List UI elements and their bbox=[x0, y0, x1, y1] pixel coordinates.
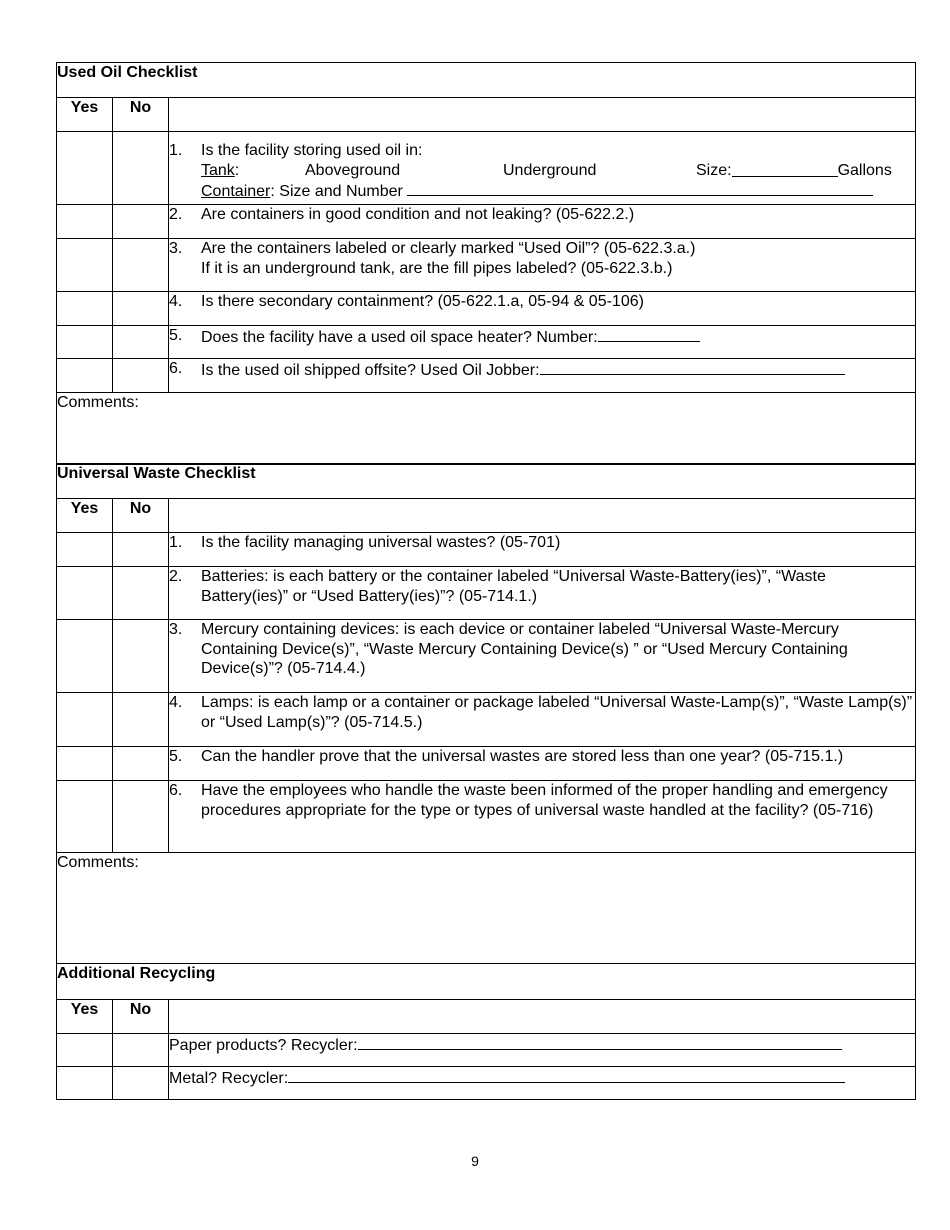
container-size-number-field[interactable] bbox=[407, 180, 873, 196]
question-text: Mercury containing devices: is each device or container labeled “Universal Waste-Mercury Containing Device(s)”, “Waste Mercury Containing Device(s) ” or “Used Mercury Containing Device(s)”? (05-714.4.) bbox=[201, 621, 848, 677]
question-text: Is there secondary containment? (05-622.1.a, 05-94 & 05-106) bbox=[201, 293, 644, 310]
yes-checkbox-cell[interactable] bbox=[57, 359, 113, 393]
used-oil-q3-row bbox=[57, 239, 916, 292]
question-text: Lamps: is each lamp or a container or package labeled “Universal Waste-Lamp(s)”, “Waste Lamp(s)” or “Used Lamp(s)”? (05-714.5.) bbox=[201, 694, 913, 731]
no-column-header: No bbox=[113, 1000, 169, 1034]
used-oil-checklist bbox=[56, 62, 916, 465]
paper-recycler-label: Paper products? Recycler: bbox=[169, 1037, 358, 1054]
comments-label: Comments: bbox=[57, 854, 139, 871]
question-number: 4. bbox=[169, 293, 183, 310]
universal-comments[interactable] bbox=[57, 853, 916, 964]
yes-checkbox-cell[interactable] bbox=[57, 747, 113, 781]
question-number: 3. bbox=[169, 240, 183, 257]
used-oil-title: Used Oil Checklist bbox=[57, 63, 916, 98]
no-checkbox-cell[interactable] bbox=[113, 1067, 169, 1100]
question-text: If it is an underground tank, are the fill pipes labeled? (05-622.3.b.) bbox=[201, 259, 673, 277]
size-field[interactable] bbox=[732, 161, 838, 177]
question-text: Are the containers labeled or clearly marked “Used Oil”? (05-622.3.a.) bbox=[201, 240, 696, 257]
universal-q6-row bbox=[57, 781, 916, 853]
no-checkbox-cell[interactable] bbox=[113, 567, 169, 620]
metal-recycler-label: Metal? Recycler: bbox=[169, 1070, 289, 1087]
universal-q2-row bbox=[57, 567, 916, 620]
question-text: Have the employees who handle the waste been informed of the proper handling and emergency procedures appropriate for the type or types of universal waste handled at the facility? (05-716) bbox=[201, 782, 888, 819]
tank-label: Tank bbox=[201, 161, 235, 179]
yes-column-header: Yes bbox=[57, 1000, 113, 1034]
question-number: 5. bbox=[169, 748, 183, 765]
question-number: 4. bbox=[169, 694, 183, 711]
universal-q5-row bbox=[57, 747, 916, 781]
metal-recycling-row bbox=[57, 1067, 916, 1100]
question-text: Are containers in good condition and not leaking? (05-622.2.) bbox=[201, 206, 635, 223]
yes-column-header: Yes bbox=[57, 98, 113, 132]
used-oil-q6-row bbox=[57, 359, 916, 393]
no-checkbox-cell[interactable] bbox=[113, 239, 169, 292]
heater-number-field[interactable] bbox=[598, 326, 700, 342]
question-number: 2. bbox=[169, 568, 183, 585]
universal-waste-title: Universal Waste Checklist bbox=[57, 464, 916, 499]
question-text: Does the facility have a used oil space heater? Number: bbox=[201, 329, 598, 346]
comments-label: Comments: bbox=[57, 394, 139, 411]
no-checkbox-cell[interactable] bbox=[113, 326, 169, 359]
additional-recycling bbox=[56, 963, 916, 1100]
yes-checkbox-cell[interactable] bbox=[57, 533, 113, 567]
question-text: Can the handler prove that the universal wastes are stored less than one year? (05-715.1.) bbox=[201, 748, 844, 765]
universal-q1-row bbox=[57, 533, 916, 567]
yes-checkbox-cell[interactable] bbox=[57, 292, 113, 326]
yes-checkbox-cell[interactable] bbox=[57, 239, 113, 292]
used-oil-comments[interactable] bbox=[57, 393, 916, 465]
yes-checkbox-cell[interactable] bbox=[57, 1067, 113, 1100]
universal-waste-checklist bbox=[56, 463, 916, 964]
no-checkbox-cell[interactable] bbox=[113, 693, 169, 747]
question-number: 6. bbox=[169, 360, 183, 377]
yes-checkbox-cell[interactable] bbox=[57, 1034, 113, 1067]
no-checkbox-cell[interactable] bbox=[113, 747, 169, 781]
no-column-header: No bbox=[113, 98, 169, 132]
used-oil-q4-row bbox=[57, 292, 916, 326]
yes-checkbox-cell[interactable] bbox=[57, 205, 113, 239]
aboveground-option: Aboveground bbox=[305, 161, 401, 179]
yes-checkbox-cell[interactable] bbox=[57, 132, 113, 205]
no-checkbox-cell[interactable] bbox=[113, 205, 169, 239]
page-number: 9 bbox=[471, 1153, 479, 1169]
no-checkbox-cell[interactable] bbox=[113, 620, 169, 693]
used-oil-q5-row bbox=[57, 326, 916, 359]
no-checkbox-cell[interactable] bbox=[113, 533, 169, 567]
gallons-label: Gallons bbox=[837, 161, 892, 179]
yes-checkbox-cell[interactable] bbox=[57, 326, 113, 359]
question-number: 5. bbox=[169, 327, 183, 344]
container-size-label: : Size and Number bbox=[270, 183, 403, 200]
container-label: Container bbox=[201, 183, 271, 200]
no-checkbox-cell[interactable] bbox=[113, 132, 169, 205]
yes-checkbox-cell[interactable] bbox=[57, 567, 113, 620]
yes-checkbox-cell[interactable] bbox=[57, 620, 113, 693]
no-checkbox-cell[interactable] bbox=[113, 292, 169, 326]
paper-recycling-row bbox=[57, 1034, 916, 1067]
yes-checkbox-cell[interactable] bbox=[57, 781, 113, 853]
used-oil-q2-row bbox=[57, 205, 916, 239]
question-number: 1. bbox=[169, 142, 183, 159]
question-text: Is the facility storing used oil in: bbox=[201, 142, 423, 159]
question-number: 2. bbox=[169, 206, 183, 223]
question-text: Is the facility managing universal wastes? (05-701) bbox=[201, 534, 561, 551]
size-label: Size: bbox=[696, 161, 732, 179]
question-number: 3. bbox=[169, 621, 183, 638]
paper-recycler-field[interactable] bbox=[358, 1034, 842, 1050]
universal-q3-row bbox=[57, 620, 916, 693]
no-column-header: No bbox=[113, 499, 169, 533]
question-number: 1. bbox=[169, 534, 183, 551]
used-oil-q1-row: 1. Is the facility storing used oil in: Tank: Aboveground Underground Size: Gallons Container: Size and Number bbox=[57, 132, 916, 205]
additional-recycling-title: Additional Recycling bbox=[57, 964, 916, 1000]
jobber-field[interactable] bbox=[540, 359, 845, 375]
question-number: 6. bbox=[169, 782, 183, 799]
no-checkbox-cell[interactable] bbox=[113, 1034, 169, 1067]
yes-checkbox-cell[interactable] bbox=[57, 693, 113, 747]
universal-q4-row bbox=[57, 693, 916, 747]
metal-recycler-field[interactable] bbox=[288, 1067, 845, 1083]
no-checkbox-cell[interactable] bbox=[113, 359, 169, 393]
question-text: Batteries: is each battery or the container labeled “Universal Waste-Battery(ies)”, “Waste Battery(ies)” or “Used Battery(ies)”? (05-714.1.) bbox=[201, 568, 826, 605]
no-checkbox-cell[interactable] bbox=[113, 781, 169, 853]
underground-option: Underground bbox=[503, 161, 597, 179]
question-text: Is the used oil shipped offsite? Used Oil Jobber: bbox=[201, 362, 540, 379]
yes-column-header: Yes bbox=[57, 499, 113, 533]
